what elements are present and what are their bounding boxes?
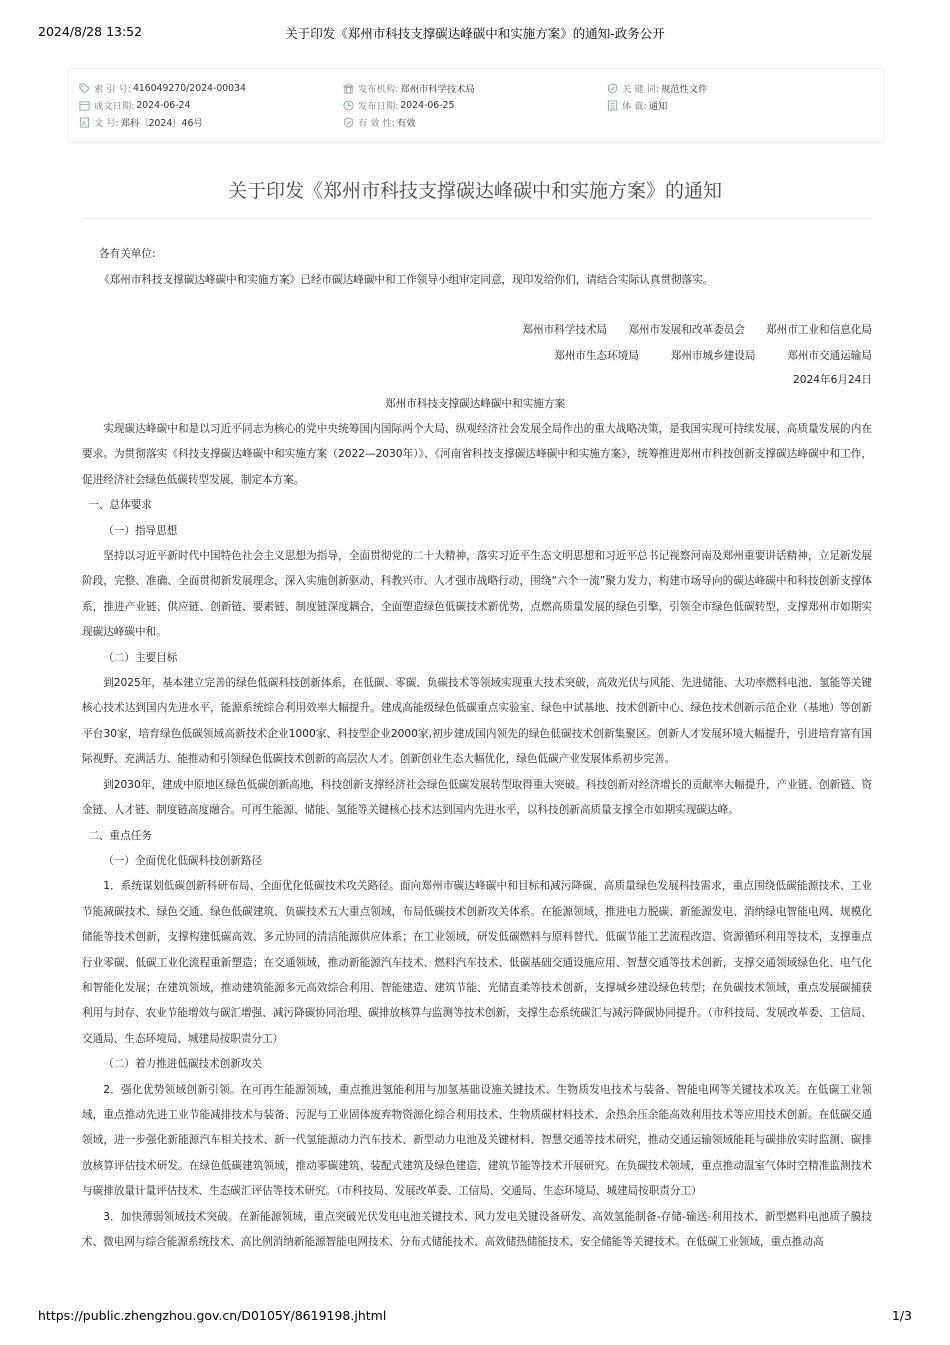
- subsection-heading: （二）着力推进低碳技术创新攻关: [103, 1058, 263, 1071]
- list-icon: [607, 100, 618, 111]
- clock-icon: [343, 100, 354, 111]
- subsection-heading: （一）全面优化低碳科技创新路径: [103, 854, 263, 867]
- plan-body: [82, 417, 872, 1255]
- meta-created-date: 成文日期: 2024-06-24: [79, 98, 190, 112]
- task-2-paragraph: 2．强化优势领域创新引领。在可再生能源领域，重点推进氢能利用与加氢基础设施关键技术、生物质发电技术与装备、智能电网等关键技术攻关。在低碳工业领域，重点推动先进工业节能减排技术与装备、污泥与工业固体废弃物资源化综合利用技术、生物质碳材料技术、余热余压余能高效利用技术等应用技术创新。在低碳交通领域，进一步强化新能源汽车相关技术、新一代氢能源动力汽车技术、新型动力电池及关键材料、智慧交通等技术研究，推动交通运输领域能耗与碳排放实时监测、碳排放核算评估技术研发。在绿色低碳建筑领域，推动零碳建筑、装配式建筑及绿色建造、建筑节能等技术开展研究。在负碳技术领域，重点推动温室气体时空精准监测技术与碳排放量计量评估技术、生态碳汇评估等技术研究。（市科技局、发展改革委、工信局、交通局、生态环境局、城建局按职责分工）: [82, 1083, 872, 1198]
- meta-publisher: 发布机构: 郑州市科学技术局: [343, 81, 475, 95]
- plan-title: 郑州市科技支撑碳达峰碳中和实施方案: [384, 398, 566, 410]
- meta-validity: 有 效 性: 有效: [343, 115, 416, 129]
- salutation: 各有关单位:: [99, 248, 156, 260]
- goal-2030-paragraph: 到2030年，建成中原地区绿色低碳创新高地，科技创新支撑经济社会绿色低碳发展转型取得重大突破。科技创新对经济增长的贡献率大幅提升，产业链、创新链、资金链、人才链、制度链高度融合。可再生能源、储能、氢能等关键核心技术达到国内先进水平，以科技创新高质量支撑全市如期实现碳达峰。: [82, 778, 872, 817]
- tag-icon: [79, 83, 90, 94]
- document-meta-panel: [68, 68, 884, 142]
- check-shield-icon: [343, 117, 354, 128]
- print-page-title: 关于印发《郑州市科技支撑碳达峰碳中和实施方案》的通知-政务公开: [285, 26, 665, 41]
- sign-date: 2024年6月24日: [793, 374, 872, 386]
- section-heading: 二、重点任务: [88, 829, 152, 842]
- document-icon: [79, 117, 90, 128]
- subsection-heading: （一）指导思想: [103, 524, 178, 537]
- building-icon: [343, 83, 354, 94]
- print-url: https://public.zhengzhou.gov.cn/D0105Y/8619198.jhtml: [38, 1308, 387, 1323]
- intro-paragraph: 《郑州市科技支撑碳达峰碳中和实施方案》已经市碳达峰碳中和工作领导小组审定同意，现印发给你们，请结合实际认真贯彻落实。: [99, 274, 714, 286]
- print-page-number: 1/3: [891, 1308, 912, 1323]
- signers-line-1: 郑州市科学技术局 郑州市发展和改革委员会 郑州市工业和信息化局: [522, 324, 872, 336]
- document-title: 关于印发《郑州市科技支撑碳达峰碳中和实施方案》的通知: [227, 180, 722, 202]
- meta-index: 索 引 号: 416049270/2024-00034: [79, 81, 246, 95]
- task-3-paragraph: 3．加快薄弱领域技术突破。在新能源领域，重点突破光伏发电电池关键技术、风力发电关键设备研发、高效氢能制备-存储-输送-利用技术、新型燃料电池质子膜技术、微电网与综合能源系统技术、高比例消纳新能源智能电网技术、分布式储能技术、高效储热储能技术、安全储能等关键技术。在低碳工业领域，重点推动高: [82, 1210, 872, 1248]
- meta-published-date: 发布日期: 2024-06-25: [343, 98, 454, 112]
- plan-intro-paragraph: 实现碳达峰碳中和是以习近平同志为核心的党中央统筹国内国际两个大局、纵观经济社会发展全局作出的重大战略决策，是我国实现可持续发展、高质量发展的内在要求。为贯彻落实《科技支撑碳达峰碳中和实施方案（2022—2030年）》、《河南省科技支撑碳达峰碳中和实施方案》，统筹推进郑州市科技创新支撑碳达峰碳中和工作，促进经济社会绿色低碳转型发展，制定本方案。: [82, 423, 872, 486]
- task-1-paragraph: 1．系统谋划低碳创新科研布局、全面优化低碳技术攻关路径。面向郑州市碳达峰碳中和目标和减污降碳、高质量绿色发展科技需求，重点围绕低碳能源技术、工业节能减碳技术、绿色交通、绿色低碳建筑、负碳技术五大重点领域，布局低碳技术创新攻关体系。在能源领域，推进电力脱碳、新能源发电、消纳绿电智能电网、规模化储能等技术创新，支撑构建低碳高效、多元协同的清洁能源供应体系；在工业领域，研发低碳燃料与原料替代、低碳节能工艺流程改造、资源循环利用等技术，支撑重点行业零碳、低碳工业化流程重新塑造；在交通领域，推动新能源汽车技术、燃料汽车技术、低碳基础交通设施应用、智慧交通等技术创新，支撑交通领域绿色化、电气化和智能化发展；在建筑领域，推动建筑能源多元高效综合利用、智能建造、建筑节能、光储直柔等技术创新，支撑城乡建设绿色转型；在负碳技术领域，重点发展碳捕获利用与封存、农业节能增效与碳汇增强、减污降碳协同治理、碳排放核算与监测等技术创新，支撑生态系统碳汇与减污降碳协同提升。（市科技局、发展改革委、工信局、交通局、生态环境局、城建局按职责分工）: [82, 880, 872, 1045]
- meta-doc-number: A 文 号: 郑科〔2024〕46号: [79, 115, 203, 129]
- calendar-icon: [79, 100, 90, 111]
- title-divider: [82, 218, 872, 219]
- goal-2025-paragraph: 到2025年，基本建立完善的绿色低碳科技创新体系，在低碳、零碳、负碳技术等领域实现重大技术突破，高效光伏与风能、先进储能、大功率燃料电池、氢能等关键核心技术达到国内先进水平，能源系统综合利用效率大幅提升。建成高能级绿色低碳重点实验室、绿色中试基地、技术创新中心、绿色技术创新示范企业（基地）等创新平台30家，培育绿色低碳领域高新技术企业1000家、科技型企业2000家,初步建成国内领先的绿色低碳技术创新集聚区。创新人才发展环境大幅提升，引进培育富有国际视野、充满活力、能推动和引领绿色低碳技术创新的高层次人才。创新创业生态大幅优化，绿色低碳产业发展体系初步完善。: [82, 677, 872, 766]
- check-shield-icon: [607, 83, 618, 94]
- section-heading: 一、总体要求: [88, 499, 152, 512]
- meta-keywords: 关 键 词: 规范性文件: [607, 81, 707, 95]
- svg-text:A: A: [81, 118, 87, 127]
- guide-paragraph: 坚持以习近平新时代中国特色社会主义思想为指导，全面贯彻党的二十大精神，落实习近平生态文明思想和习近平总书记视察河南及郑州重要讲话精神，立足新发展阶段，完整、准确、全面贯彻新发展理念，深入实施创新驱动、科教兴市、人才强市战略行动，围绕“六个一流”聚力发力，构建市场导向的碳达峰碳中和科技创新支撑体系，推进产业链、供应链、创新链、要素链、制度链深度耦合，全面塑造绿色低碳技术新优势，点燃高质量发展的绿色引擎，引领全市绿色低碳转型，支撑郑州市如期实现碳达峰碳中和。: [82, 550, 872, 639]
- subsection-heading: （二）主要目标: [103, 651, 178, 664]
- meta-genre: 体 裁: 通知: [607, 98, 667, 112]
- print-datetime: 2024/8/28 13:52: [38, 24, 143, 39]
- signers-line-2: 郑州市生态环境局 郑州市城乡建设局 郑州市交通运输局: [554, 350, 872, 362]
